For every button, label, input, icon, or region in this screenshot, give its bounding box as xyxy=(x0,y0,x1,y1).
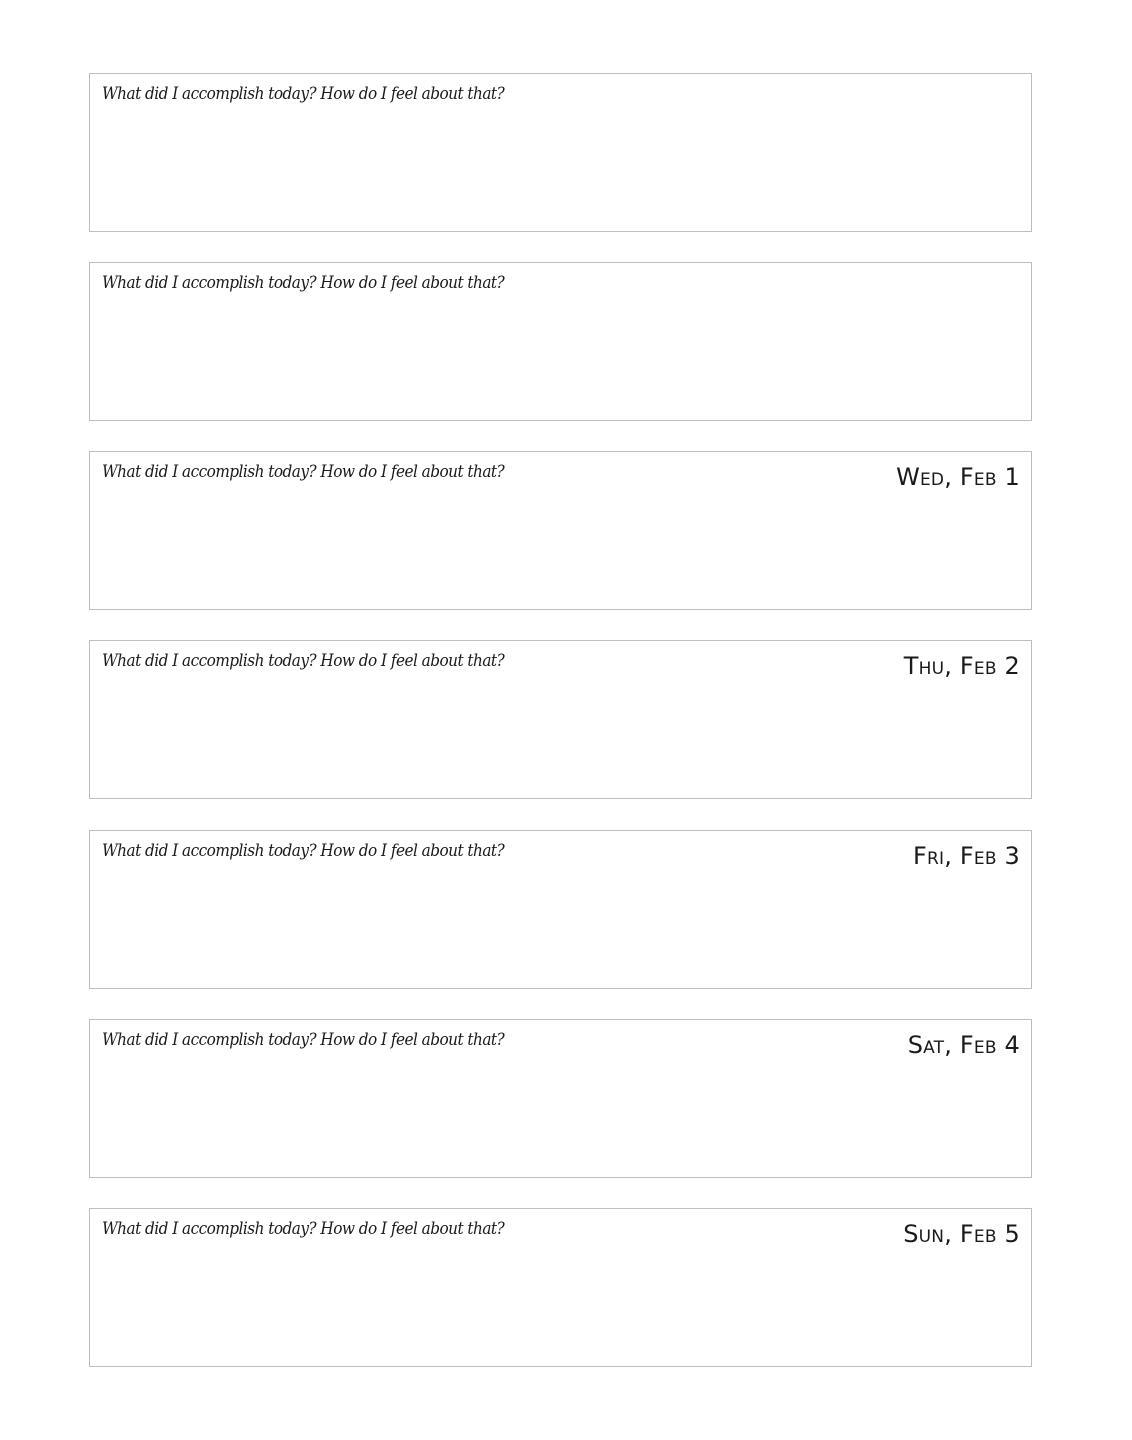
journal-entry-box[interactable] xyxy=(89,451,1032,610)
entry-date: Wed, Feb 1 xyxy=(896,463,1020,491)
entry-date: Sun, Feb 5 xyxy=(903,1220,1020,1248)
journal-entry-box[interactable] xyxy=(89,640,1032,799)
entry-prompt: What did I accomplish today? How do I feel about that? xyxy=(102,84,505,104)
entry-prompt: What did I accomplish today? How do I feel about that? xyxy=(102,1219,505,1239)
entry-date: Thu, Feb 2 xyxy=(903,652,1020,680)
journal-entry-box[interactable] xyxy=(89,73,1032,232)
journal-entry-box[interactable] xyxy=(89,262,1032,421)
journal-entry-box[interactable] xyxy=(89,1208,1032,1367)
entry-prompt: What did I accomplish today? How do I feel about that? xyxy=(102,462,505,482)
entry-prompt: What did I accomplish today? How do I feel about that? xyxy=(102,1030,505,1050)
entry-date: Sat, Feb 4 xyxy=(907,1031,1020,1059)
journal-entry-box[interactable] xyxy=(89,1019,1032,1178)
entry-prompt: What did I accomplish today? How do I feel about that? xyxy=(102,841,505,861)
entry-prompt: What did I accomplish today? How do I feel about that? xyxy=(102,273,505,293)
entry-prompt: What did I accomplish today? How do I feel about that? xyxy=(102,651,505,671)
entry-date: Fri, Feb 3 xyxy=(913,842,1020,870)
journal-entry-box[interactable] xyxy=(89,830,1032,989)
